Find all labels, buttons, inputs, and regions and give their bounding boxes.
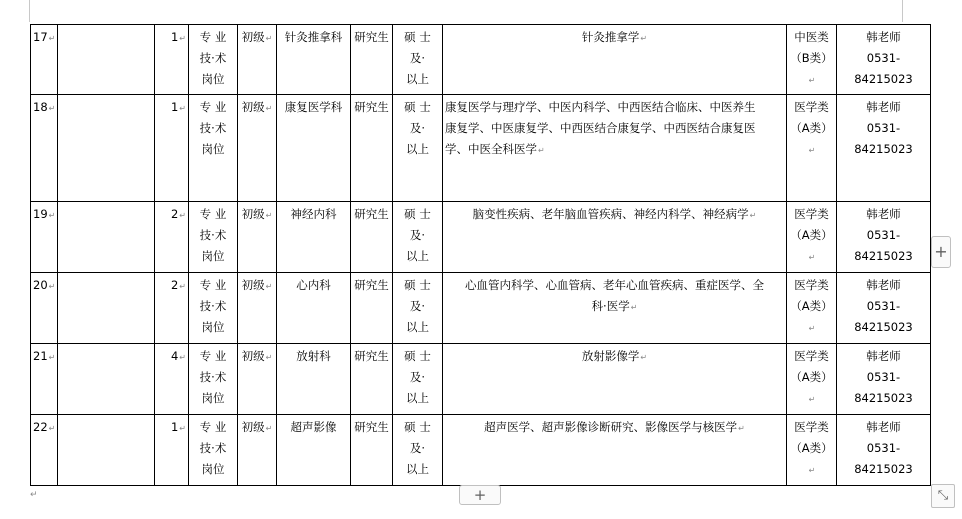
post-type-cell-text: 岗位	[201, 72, 225, 86]
post-type-cell-text: 技·术	[199, 370, 227, 384]
post-type-cell[interactable]	[189, 25, 238, 95]
table-row	[31, 415, 931, 486]
paragraph-mark: ↵	[808, 395, 816, 404]
page-margin-guide-left	[29, 0, 30, 22]
post-type-cell-line	[191, 246, 235, 267]
department-cell-text: 神经内科	[290, 207, 337, 221]
contact-phone: 0531-84215023	[854, 370, 913, 405]
major-cell-line	[445, 417, 784, 439]
post-type-cell-line	[191, 417, 235, 438]
insert-row-button[interactable]: +	[459, 485, 501, 505]
post-type-cell-line	[191, 27, 235, 48]
post-level-cell[interactable]	[238, 202, 277, 273]
post-type-cell[interactable]	[189, 202, 238, 273]
paragraph-mark: ↵	[630, 303, 638, 312]
post-level-cell-text: 初级	[241, 100, 265, 114]
department-cell-text: 心内科	[296, 278, 331, 292]
post-type-cell-line	[191, 69, 235, 90]
contact-name: 韩老师	[866, 278, 901, 292]
post-type-cell-text: 技·术	[199, 299, 227, 313]
post-type-cell-line	[191, 346, 235, 367]
education-cell[interactable]	[351, 344, 393, 415]
category-cell-line	[789, 346, 834, 367]
post-type-cell-text: 技·术	[199, 51, 227, 65]
unit-cell[interactable]	[58, 202, 155, 273]
paragraph-mark: ↵	[265, 211, 273, 220]
headcount-cell-line	[157, 417, 186, 439]
post-type-cell-line	[191, 388, 235, 409]
contact-cell[interactable]	[837, 25, 931, 95]
category-cell[interactable]	[787, 202, 837, 273]
major-cell-text: 康复学、中医康复学、中西医结合康复学、中西医结合康复医	[445, 121, 756, 135]
unit-cell[interactable]	[58, 25, 155, 95]
post-type-cell-text: 岗位	[201, 249, 225, 263]
row-number-cell[interactable]	[31, 344, 58, 415]
post-level-cell-text: 初级	[241, 420, 265, 434]
major-cell-line	[445, 139, 784, 161]
degree-cell-text: 及·	[409, 228, 426, 242]
degree-cell-line	[395, 317, 440, 338]
category-cell[interactable]	[787, 25, 837, 95]
paragraph-mark: ↵	[808, 324, 816, 333]
paragraph-mark: ↵	[48, 353, 56, 362]
recruitment-table	[30, 24, 931, 486]
row-number-cell-text: 17	[33, 30, 48, 44]
category-cell[interactable]	[787, 95, 837, 202]
education-cell-text: 研究生	[354, 100, 389, 114]
paragraph-mark: ↵	[179, 424, 186, 433]
table-row	[31, 25, 931, 95]
post-type-cell-text: 技·术	[199, 228, 227, 242]
headcount-cell-text: 1	[170, 420, 179, 434]
category-cell-line	[789, 27, 834, 48]
degree-cell-line	[395, 367, 440, 388]
major-cell-line	[445, 275, 784, 296]
paragraph-mark: ↵	[808, 253, 816, 262]
major-cell-text: 科·医学	[591, 299, 630, 313]
major-cell[interactable]	[443, 25, 787, 95]
post-type-cell-text: 技·术	[199, 441, 227, 455]
post-type-cell[interactable]	[189, 95, 238, 202]
post-level-cell[interactable]	[238, 415, 277, 486]
unit-cell[interactable]	[58, 415, 155, 486]
post-level-cell-line	[240, 275, 274, 297]
post-level-cell-line	[240, 417, 274, 439]
headcount-cell-text: 2	[170, 278, 179, 292]
degree-cell-text: 以上	[406, 142, 429, 156]
post-type-cell-line	[191, 139, 235, 160]
paragraph-mark: ↵	[179, 282, 186, 291]
department-cell[interactable]	[277, 202, 351, 273]
education-cell[interactable]	[351, 202, 393, 273]
degree-cell-line	[395, 27, 440, 48]
degree-cell-line	[395, 246, 440, 267]
department-cell-text: 超声影像	[290, 420, 337, 434]
post-type-cell-line	[191, 225, 235, 246]
degree-cell-line	[395, 225, 440, 246]
post-level-cell-text: 初级	[241, 207, 265, 221]
degree-cell-text: 以上	[406, 320, 429, 334]
degree-cell-line	[395, 118, 440, 139]
education-cell-line	[353, 346, 390, 367]
contact-name: 韩老师	[866, 349, 901, 363]
category-cell[interactable]	[787, 344, 837, 415]
post-type-cell-text: 专 业	[199, 349, 227, 363]
post-level-cell-line	[240, 97, 274, 119]
contact-cell[interactable]	[837, 95, 931, 202]
degree-cell-text: 及·	[409, 51, 426, 65]
post-type-cell-text: 岗位	[201, 462, 225, 476]
row-number-cell-line	[33, 27, 55, 49]
headcount-cell-line	[157, 27, 186, 49]
degree-cell-line	[395, 69, 440, 90]
major-cell-text: 脑变性疾病、老年脑血管疾病、神经内科学、神经病学	[472, 207, 749, 221]
degree-cell[interactable]	[393, 344, 443, 415]
post-level-cell[interactable]	[238, 95, 277, 202]
row-number-cell-line	[33, 417, 55, 439]
major-cell-line	[445, 97, 784, 118]
department-cell[interactable]	[277, 344, 351, 415]
major-cell-line	[445, 118, 784, 139]
degree-cell-line	[395, 346, 440, 367]
table-row	[31, 202, 931, 273]
degree-cell[interactable]	[393, 273, 443, 344]
degree-cell-text: 以上	[406, 72, 429, 86]
contact-cell[interactable]	[837, 415, 931, 486]
contact-name: 韩老师	[866, 100, 901, 114]
education-cell-line	[353, 417, 390, 438]
post-type-cell-text: 岗位	[201, 142, 225, 156]
category-cell-text: 中医类	[794, 30, 829, 44]
category-cell-text: （A类）	[790, 370, 833, 384]
contact-phone: 0531-84215023	[854, 51, 913, 86]
contact-cell[interactable]	[837, 273, 931, 344]
contact-phone: 0531-84215023	[854, 228, 913, 263]
degree-cell-text: 以上	[406, 391, 429, 405]
post-type-cell-text: 专 业	[199, 420, 227, 434]
paragraph-mark: ↵	[808, 466, 816, 475]
major-cell-line	[445, 346, 784, 368]
department-cell[interactable]	[277, 273, 351, 344]
headcount-cell-text: 1	[170, 100, 179, 114]
row-number-cell-text: 21	[33, 349, 48, 363]
post-level-cell[interactable]	[238, 273, 277, 344]
insert-column-button[interactable]: +	[931, 236, 951, 268]
degree-cell-text: 以上	[406, 249, 429, 263]
unit-cell[interactable]	[58, 95, 155, 202]
headcount-cell-line	[157, 275, 186, 297]
degree-cell-line	[395, 388, 440, 409]
post-type-cell-line	[191, 459, 235, 480]
headcount-cell-line	[157, 346, 186, 368]
headcount-cell[interactable]	[155, 202, 189, 273]
major-cell-line	[445, 204, 784, 226]
paragraph-mark: ↵	[179, 211, 186, 220]
paragraph-mark: ↵	[48, 34, 56, 43]
department-cell-text: 针灸推拿科	[284, 30, 343, 44]
row-number-cell-line	[33, 346, 55, 368]
major-cell[interactable]	[443, 95, 787, 202]
post-type-cell-line	[191, 97, 235, 118]
paragraph-mark: ↵	[538, 146, 545, 155]
degree-cell-text: 硕 士	[404, 207, 431, 221]
category-cell-text: （A类）	[790, 299, 833, 313]
degree-cell-line	[395, 417, 440, 438]
category-cell-line	[789, 204, 834, 225]
headcount-cell-text: 2	[170, 207, 179, 221]
paragraph-mark: ↵	[640, 34, 648, 43]
post-type-cell[interactable]	[189, 344, 238, 415]
degree-cell-text: 及·	[409, 441, 426, 455]
paragraph-mark: ↵	[749, 211, 757, 220]
page-margin-guide-right	[902, 0, 903, 22]
degree-cell-line	[395, 275, 440, 296]
post-type-cell-text: 专 业	[199, 278, 227, 292]
unit-cell[interactable]	[58, 344, 155, 415]
education-cell[interactable]	[351, 25, 393, 95]
category-cell[interactable]	[787, 273, 837, 344]
category-cell-text: 医学类	[794, 100, 829, 114]
contact-phone: 0531-84215023	[854, 299, 913, 334]
major-cell[interactable]	[443, 344, 787, 415]
row-number-cell-text: 22	[33, 420, 48, 434]
post-type-cell[interactable]	[189, 415, 238, 486]
category-cell-text: 医学类	[794, 349, 829, 363]
degree-cell[interactable]	[393, 25, 443, 95]
post-type-cell-text: 专 业	[199, 100, 227, 114]
education-cell[interactable]	[351, 273, 393, 344]
paragraph-mark: ↵	[48, 104, 56, 113]
post-type-cell-text: 岗位	[201, 320, 225, 334]
headcount-cell-text: 4	[170, 349, 179, 363]
degree-cell[interactable]	[393, 415, 443, 486]
post-level-cell-text: 初级	[241, 349, 265, 363]
department-cell[interactable]	[277, 25, 351, 95]
education-cell-text: 研究生	[354, 420, 389, 434]
post-type-cell-line	[191, 118, 235, 139]
paragraph-mark: ↵	[30, 490, 38, 500]
category-cell-text: （A类）	[790, 441, 833, 455]
education-cell-text: 研究生	[354, 30, 389, 44]
degree-cell-text: 硕 士	[404, 420, 431, 434]
category-cell-line	[789, 97, 834, 118]
paragraph-mark: ↵	[48, 282, 56, 291]
major-cell-text: 针灸推拿学	[581, 30, 640, 44]
post-level-cell-line	[240, 204, 274, 226]
degree-cell-line	[395, 296, 440, 317]
department-cell[interactable]	[277, 415, 351, 486]
category-cell-line	[789, 367, 834, 410]
degree-cell[interactable]	[393, 202, 443, 273]
row-number-cell-line	[33, 97, 55, 119]
post-level-cell-line	[240, 346, 274, 368]
category-cell[interactable]	[787, 415, 837, 486]
contact-phone: 0531-84215023	[854, 441, 913, 476]
post-type-cell-line	[191, 317, 235, 338]
contact-cell[interactable]	[837, 202, 931, 273]
major-cell-text: 心血管内科学、心血管病、老年心血管疾病、重症医学、全	[465, 278, 764, 292]
education-cell-line	[353, 275, 390, 296]
post-type-cell-line	[191, 438, 235, 459]
category-cell-line	[789, 438, 834, 481]
row-number-cell[interactable]	[31, 202, 58, 273]
paragraph-mark: ↵	[265, 282, 273, 291]
degree-cell-text: 硕 士	[404, 278, 431, 292]
category-cell-line	[789, 118, 834, 161]
paragraph-mark: ↵	[179, 353, 186, 362]
degree-cell-text: 硕 士	[404, 349, 431, 363]
degree-cell-text: 以上	[406, 462, 429, 476]
department-cell-line	[279, 275, 348, 296]
education-cell-text: 研究生	[354, 349, 389, 363]
headcount-cell-text: 1	[170, 30, 179, 44]
headcount-cell[interactable]	[155, 344, 189, 415]
paragraph-mark: ↵	[808, 76, 816, 85]
paragraph-mark: ↵	[738, 424, 745, 433]
row-number-cell-line	[33, 275, 55, 297]
category-cell-line	[789, 225, 834, 268]
headcount-cell[interactable]	[155, 273, 189, 344]
table-row	[31, 95, 931, 202]
post-type-cell[interactable]	[189, 273, 238, 344]
department-cell-line	[279, 417, 348, 438]
row-number-cell[interactable]	[31, 273, 58, 344]
row-number-cell-text: 18	[33, 100, 48, 114]
post-type-cell-text: 专 业	[199, 30, 227, 44]
paragraph-mark: ↵	[265, 424, 273, 433]
table-resize-handle[interactable]: ⤡	[931, 484, 955, 508]
post-type-cell-text: 技·术	[199, 121, 227, 135]
paragraph-mark: ↵	[808, 146, 816, 155]
category-cell-text: 医学类	[794, 207, 829, 221]
row-number-cell-text: 20	[33, 278, 48, 292]
major-cell[interactable]	[443, 202, 787, 273]
major-cell-line	[445, 296, 784, 318]
education-cell-line	[353, 204, 390, 225]
education-cell[interactable]	[351, 95, 393, 202]
post-type-cell-text: 岗位	[201, 391, 225, 405]
degree-cell-text: 及·	[409, 370, 426, 384]
post-type-cell-line	[191, 48, 235, 69]
row-number-cell-text: 19	[33, 207, 48, 221]
major-cell[interactable]	[443, 415, 787, 486]
post-level-cell[interactable]	[238, 25, 277, 95]
post-type-cell-text: 专 业	[199, 207, 227, 221]
degree-cell-text: 硕 士	[404, 100, 431, 114]
contact-name: 韩老师	[866, 30, 901, 44]
degree-cell-line	[395, 459, 440, 480]
category-cell-line	[789, 417, 834, 438]
degree-cell-line	[395, 48, 440, 69]
paragraph-mark: ↵	[265, 353, 273, 362]
category-cell-line	[789, 48, 834, 91]
education-cell[interactable]	[351, 415, 393, 486]
paragraph-mark: ↵	[265, 34, 273, 43]
paragraph-mark: ↵	[179, 34, 186, 43]
post-type-cell-line	[191, 367, 235, 388]
headcount-cell[interactable]	[155, 95, 189, 202]
post-level-cell[interactable]	[238, 344, 277, 415]
degree-cell-text: 及·	[409, 121, 426, 135]
education-cell-line	[353, 97, 390, 118]
post-level-cell-text: 初级	[241, 278, 265, 292]
education-cell-text: 研究生	[354, 207, 389, 221]
department-cell-text: 康复医学科	[284, 100, 343, 114]
degree-cell-text: 及·	[409, 299, 426, 313]
contact-name: 韩老师	[866, 420, 901, 434]
category-cell-text: 医学类	[794, 420, 829, 434]
category-cell-line	[789, 296, 834, 339]
category-cell-text: 医学类	[794, 278, 829, 292]
headcount-cell-line	[157, 204, 186, 226]
row-number-cell[interactable]	[31, 95, 58, 202]
major-cell-text: 康复医学与理疗学、中医内科学、中西医结合临床、中医养生	[445, 100, 756, 114]
post-type-cell-line	[191, 204, 235, 225]
contact-cell[interactable]	[837, 344, 931, 415]
paragraph-mark: ↵	[48, 211, 56, 220]
headcount-cell-line	[157, 97, 186, 119]
row-number-cell-line	[33, 204, 55, 226]
category-cell-text: （A类）	[790, 228, 833, 242]
contact-name: 韩老师	[866, 207, 901, 221]
department-cell-line	[279, 204, 348, 225]
degree-cell-line	[395, 438, 440, 459]
post-type-cell-line	[191, 296, 235, 317]
department-cell[interactable]	[277, 95, 351, 202]
department-cell-line	[279, 27, 348, 48]
degree-cell[interactable]	[393, 95, 443, 202]
degree-cell-text: 硕 士	[404, 30, 431, 44]
headcount-cell[interactable]	[155, 25, 189, 95]
degree-cell-line	[395, 97, 440, 118]
major-cell[interactable]	[443, 273, 787, 344]
row-number-cell[interactable]	[31, 415, 58, 486]
paragraph-mark: ↵	[640, 353, 648, 362]
major-cell-line	[445, 27, 784, 49]
degree-cell-line	[395, 139, 440, 160]
department-cell-text: 放射科	[296, 349, 331, 363]
education-cell-line	[353, 27, 390, 48]
major-cell-text: 超声医学、超声影像诊断研究、影像医学与核医学	[484, 420, 738, 434]
unit-cell[interactable]	[58, 273, 155, 344]
major-cell-text: 放射影像学	[581, 349, 640, 363]
paragraph-mark: ↵	[48, 424, 56, 433]
degree-cell-line	[395, 204, 440, 225]
category-cell-text: （B类）	[790, 51, 833, 65]
table-row	[31, 344, 931, 415]
post-type-cell-line	[191, 275, 235, 296]
department-cell-line	[279, 97, 348, 118]
department-cell-line	[279, 346, 348, 367]
row-number-cell[interactable]	[31, 25, 58, 95]
headcount-cell[interactable]	[155, 415, 189, 486]
paragraph-mark: ↵	[265, 104, 273, 113]
category-cell-line	[789, 275, 834, 296]
post-level-cell-text: 初级	[241, 30, 265, 44]
contact-phone: 0531-84215023	[854, 121, 913, 156]
education-cell-text: 研究生	[354, 278, 389, 292]
post-level-cell-line	[240, 27, 274, 49]
table-row	[31, 273, 931, 344]
paragraph-mark: ↵	[179, 104, 186, 113]
category-cell-text: （A类）	[790, 121, 833, 135]
major-cell-text: 学、中医全科医学	[445, 142, 537, 156]
